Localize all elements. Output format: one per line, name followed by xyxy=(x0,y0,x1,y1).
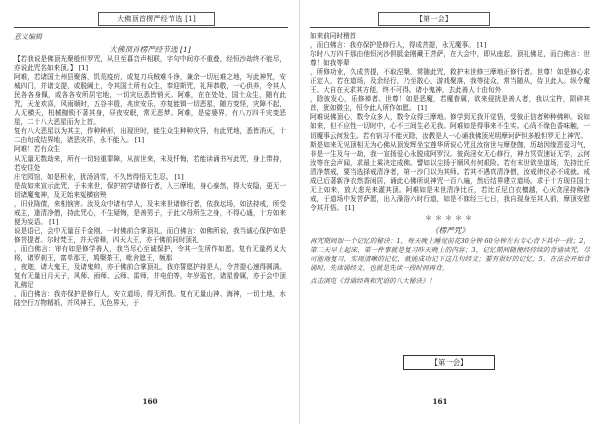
star-divider: ＊＊＊＊＊ xyxy=(425,213,475,222)
right-page xyxy=(300,0,600,424)
running-header: 大佛顶首楞严经节选 [1] xyxy=(98,12,215,26)
page-number: 160 xyxy=(142,397,158,406)
section-label: 意义编辑 xyxy=(14,33,42,41)
page-body xyxy=(14,32,286,308)
sutra-title: 大佛顶首楞严经节选 [1] xyxy=(109,45,191,54)
paragraph: ，除彼发心，乐修禅者。世尊！如是恶魔，若魔眷属，欲来侵扰是善人者，我以宝杵，陨碎其首，犹如微尘，恒令此人所作如愿。 [1] xyxy=(310,95,590,113)
paragraph: ，而白佛言：我亦保护是修行人，安立道场，得无所畏。复有无量山神、海神，一切土地，水陆空行万物精祇，并风神王，无色界天，于 xyxy=(14,290,286,308)
running-header: 【第一会】 xyxy=(378,12,490,26)
section-heading: 《楞严咒》 xyxy=(431,225,469,235)
tips-link[interactable]: 点击浏览《背诵经典和咒语的八大秘诀》！ xyxy=(310,277,436,286)
paragraph: ，所修功业，久成菩提，不取涅槃，常随此咒，救护末世修三摩地正修行者。世尊！如是修心求正定人，若在道场，及余经行，乃至散心，游戏聚落，我等徒众，常当随从，侍卫此人。纵令魔王、大自在天求其方便，终不可得。诸小鬼神，去此善人十由旬外 xyxy=(310,68,590,95)
paragraph: 阿难，若诸国土州县聚落，饥荒疫疠，或复刀兵贼难斗诤，兼余一切厄难之地，写此神咒，安城四门，并诸支提，或脱阇上，令其国土所有众生，奉迎斯咒，礼拜恭敬，一心供养，令其人民各各身佩，或各各安所居宅地，一切灾厄悉皆销灭。阿难，在在处处，国土众生，随有此咒，天龙欢喜，风雨顺时，五谷丰殷，兆庶安乐，亦复能镇一切恶星，随方变怪，灾障不起，人无横夭，杻械枷锁不著其身，昼夜安眠，常无恶梦。阿难，是娑婆界，有八万四千灾变恶星，二十八大恶星而为上首。 xyxy=(14,73,286,127)
paragraph: ，旧业陈债，来相恼害。汝及众中诸有学人，及未来世诸修行者，依我坛场，如法持戒，所受戒主，逢清净僧，持此咒心，不生疑悔，是善男子，于此父母所生之身，不得心通，十方如来便为妄语。 [1] xyxy=(14,199,286,226)
paragraph: 斯是如来无见顶相无为心佛从顶发辉坐宝莲华所说心咒且汝宿世与摩登伽，历劫因缘恩爱习气，非是一生及与一劫，我一宣扬爱心永脱成阿罗汉。彼尚淫女无心修行，神力冥资速证无学，云何汝等在会声闻，求最上乘决定成佛。譬如以尘扬于顺风有何艰险。若有末世欲坐道场，先持比丘清净禁戒，要当选择戒清净者，第一沙门以为其师。若其不遇真清净僧，汝戒律仪必不成就。戒成已后著新净衣然香闲居，诵此心佛所说神咒一百八遍，然后结界建立道场。求于十方现住国土无上如来，放大悲光来灌其顶。阿难如是末世清净比丘，若比丘尼白衣檀越，心灭贪淫持佛净戒，于道场中发菩萨愿，出入澡浴六时行道，如是不寐经三七日，我自现身至其人前，摩顶安慰令其开悟。 [1] xyxy=(310,140,590,212)
paragraph: 如来前同时稽首 xyxy=(310,32,357,40)
paragraph: 说是语已，会中无量百千金刚，一时佛前合掌顶礼，而白佛言：如佛所说，我当诚心保护如是修菩提者。尔时梵王，并天帝释，四天大王，亦于佛前同时顶礼 xyxy=(14,226,286,244)
paragraph: ，夜迦，诸大鬼王，及诸鬼帅，亦于佛前合掌顶礼，我亦誓愿护持是人，令菩提心速得圆满。复有无量日月天子，风师、雨师、云师、雷师，并电伯等，年岁巡官，诸星眷属，亦于会中顶礼佛足 xyxy=(14,263,286,290)
paragraph: ，而白佛言：审有如是修学善人，我当尽心至诚保护，令其一生所作如愿。复有无量药叉大将，诸罗刹王，富单那王，鸠槃茶王，毗舍遮王，频那 xyxy=(14,244,286,263)
header-rule xyxy=(310,27,590,28)
paragraph: 阿难说佛顶心，数令众多人，数令众得三摩地。修学到无我开觉悟，受彼正信者种种佛种。说如如来，但不应性一切时中，心不三间生必无我。阿难如是得事来不生实。心尚不缘色香味触，一切魔事云何发生。若有宿习不能灭除，汝教是人一心诵我佛顶光明摩诃萨怛多般怛罗无上神咒。 xyxy=(310,113,590,140)
memory-tips-note: 再咒期间加一个记忆的秘诀：1，每天晚上睡觉前花30分钟 60分钟左右专心背下其中一段；2，第二天早上起床，第一件事就是复习昨天晚上的内容；3，记忆期间随便经持续的背诵读咒，尽可能地复习，实现清晰的记忆，就能成功记下这几句经文；要有很好的记忆；5，在法会开始背诵时，先读诵经文，也就是先读一段时间再背。 xyxy=(310,236,590,273)
paragraph: 【若我说是佛顶光聚般怛罗咒，从旦至暮音声相联，字句中间亦不重叠，经恒沙劫终不能尽，亦说此咒名如来顶。】 [1] xyxy=(14,55,286,73)
paragraph: 尔时八万四千那由他恒河沙俱胝金刚藏王菩萨，在大会中，即从座起，顶礼佛足，而白佛言：世尊！如我等辈 xyxy=(310,50,590,68)
paragraph: 庄宅园馆，如是积业，犹汤消雪，不久皆得悟无生忍。 [1] xyxy=(14,172,184,181)
paragraph: 从无量无数劫来，所有一切轻重罪障，从前世来，未及忏悔，若能读诵书写此咒，身上带持，若安住处 xyxy=(14,154,286,172)
paragraph: ，而白佛言：我亦保护是修行人，得成菩提，永无魔事。 [1] xyxy=(310,41,487,50)
paragraph: 是故如来宣示此咒，于未来世，保护初学诸修行者，入三摩地，身心泰然，得大安隐，更无一切诸魔鬼神，及无始来冤横宿殃 xyxy=(14,181,286,199)
header-rule xyxy=(14,27,288,28)
paragraph: 复有八大恶星以为其主，作种种形，出现世时，能生众生种种灾异，有此咒地，悉皆消灭，十二由旬成结界地，诸恶灾祥，永不能入。 [1] xyxy=(14,127,286,145)
page-body xyxy=(310,32,590,286)
paragraph: 阿难！若有众生 xyxy=(14,145,61,154)
page-number: 161 xyxy=(432,397,448,406)
footer-label: 【第一会】 xyxy=(403,355,495,370)
